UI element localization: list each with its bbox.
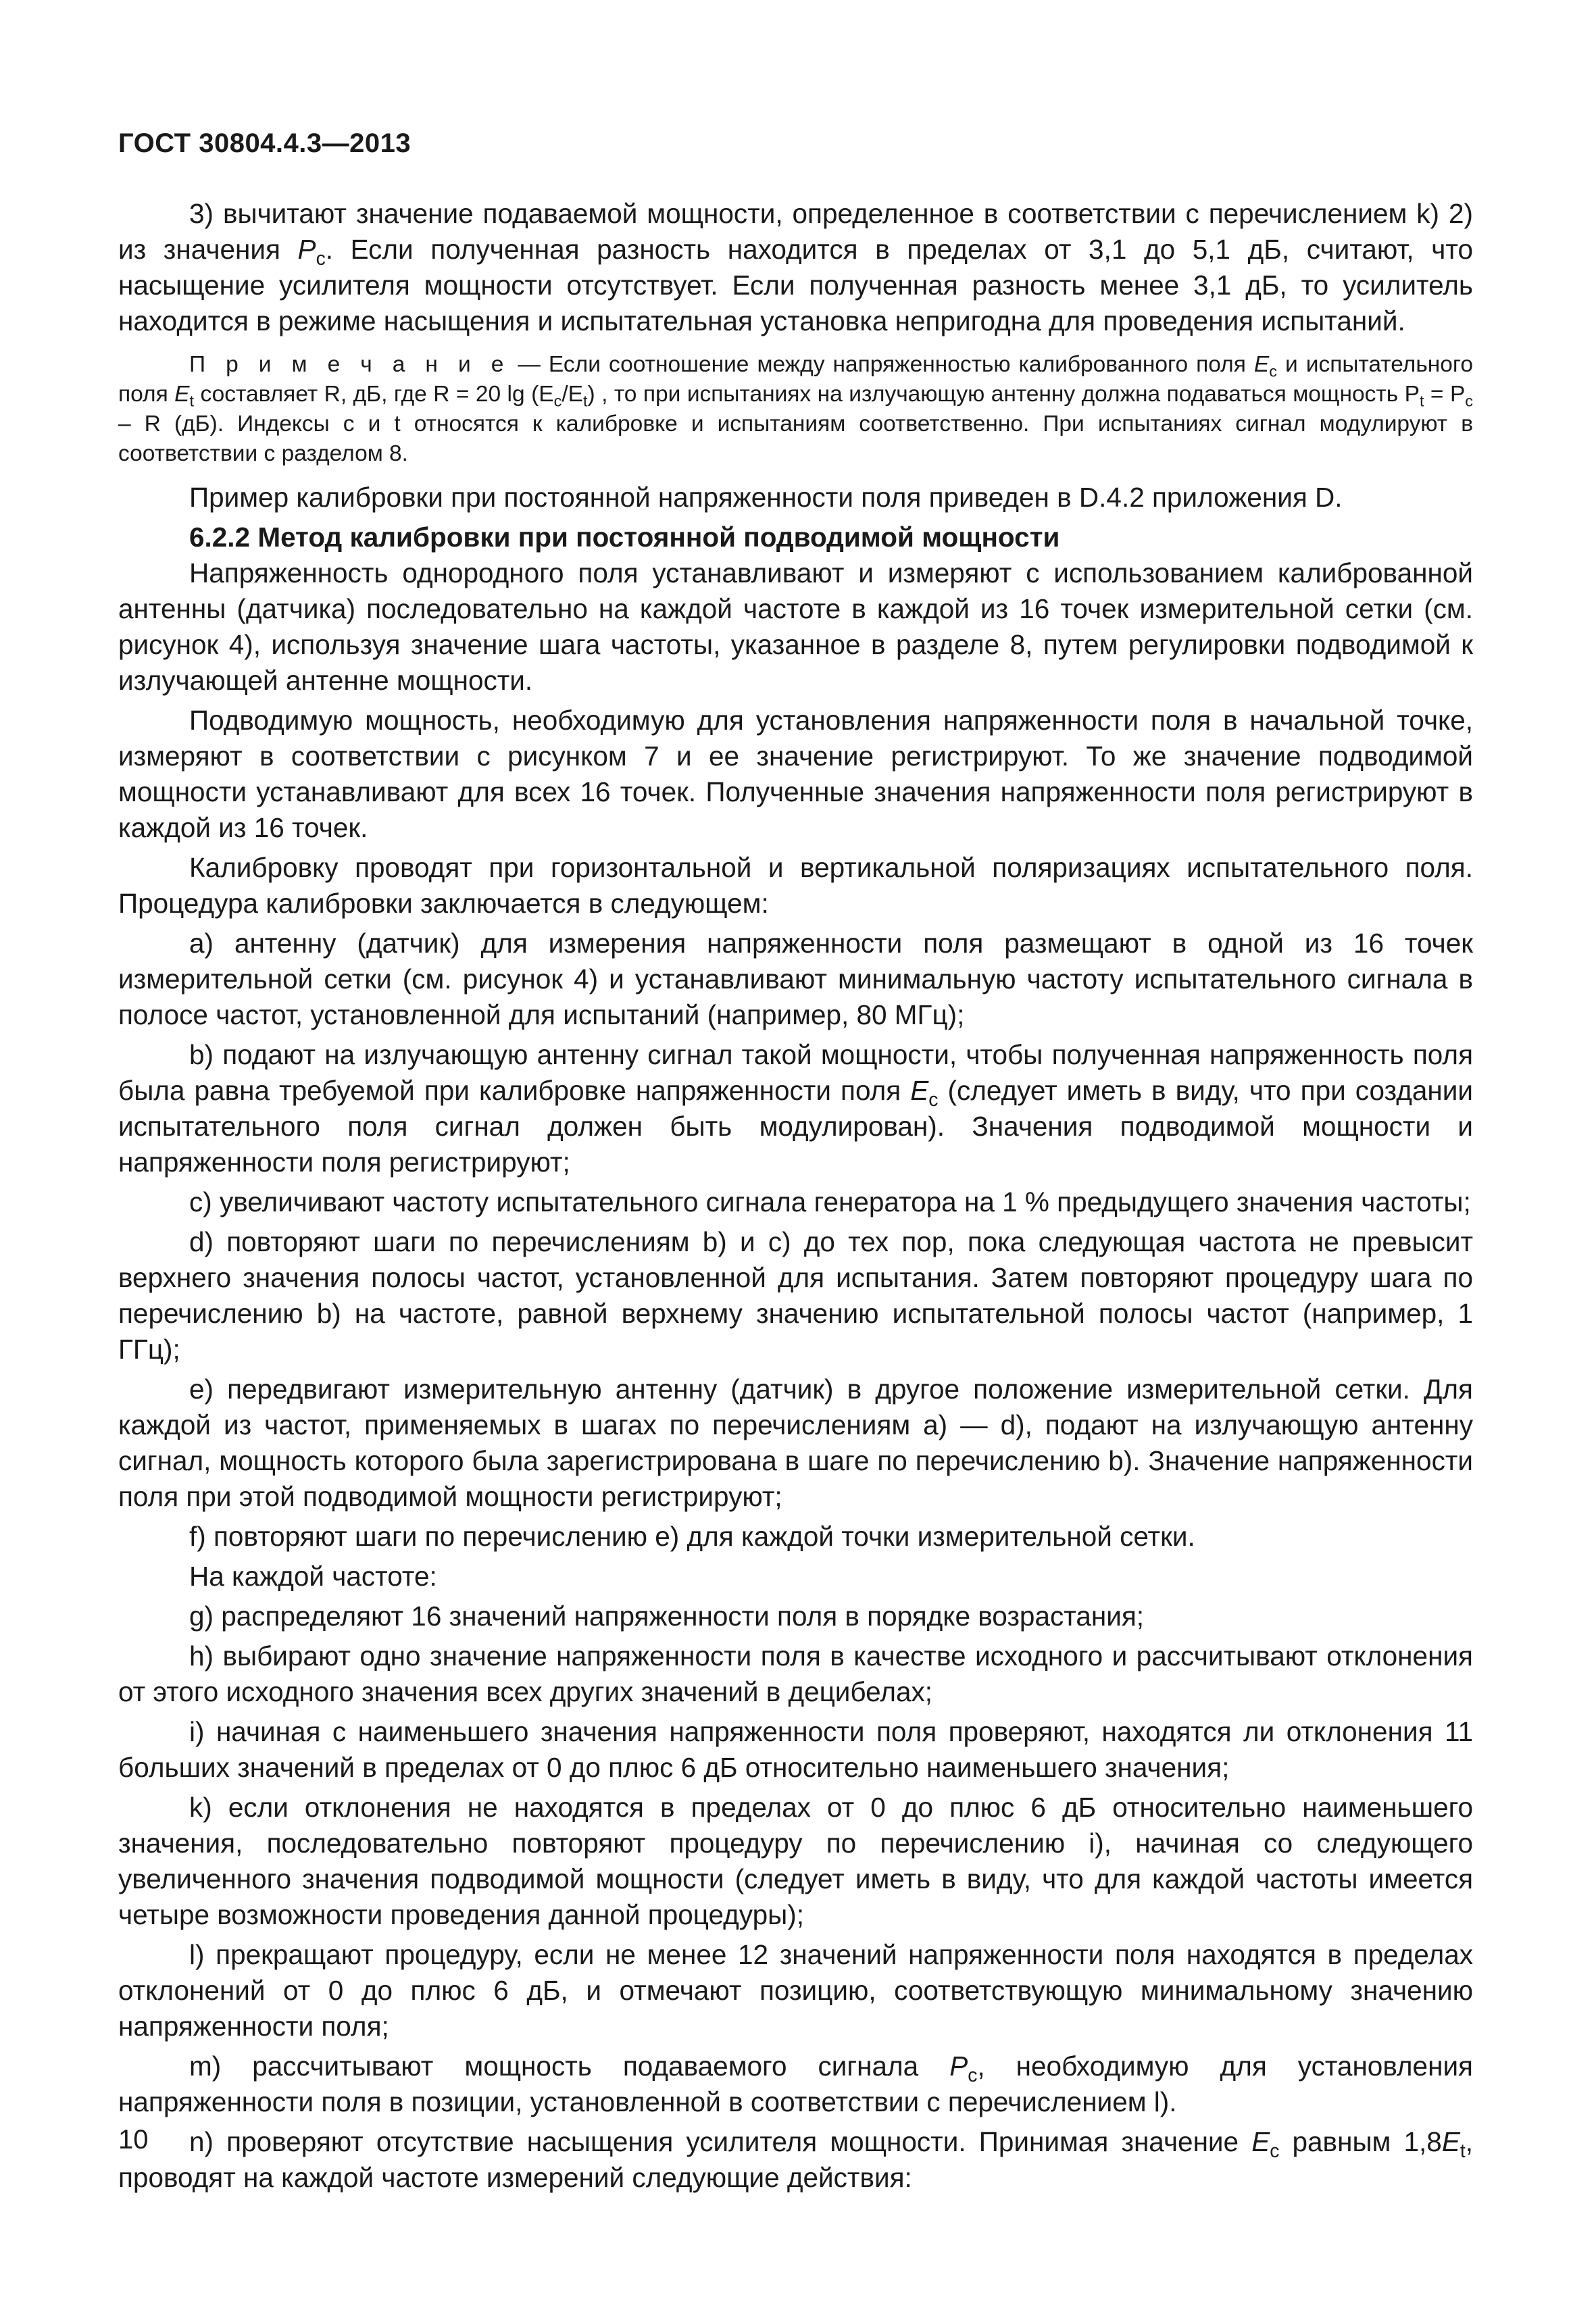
page-number: 10: [118, 2125, 149, 2155]
paragraph-polarization: Калибровку проводят при горизонтальной и вертикальной поляризациях испытательного поля. Процедура калибровки заключается в следующем:: [118, 852, 1473, 919]
note-text-5: ) , то при испытаниях на излучающую антенну должна подаваться мощность P: [587, 382, 1420, 407]
paragraph-subtraction: [118, 196, 1473, 339]
item-m-symbol: P: [949, 2051, 968, 2082]
note-text-7: – R (дБ). Индексы c и t относятся к калибровке и испытаниям соответственно. При испытаниях сигнал модулируют в соответствии с разделом 8.: [118, 411, 1473, 466]
note-sub-4: t: [582, 392, 588, 410]
document-header: ГОСТ 30804.4.3—2013: [118, 128, 412, 158]
list-item-g: g) распределяют 16 значений напряженности поля в порядке возрастания;: [189, 1601, 1145, 1632]
note-text-6: = P: [1424, 382, 1466, 407]
list-item-d: d) повторяют шаги по перечислениям b) и c) до тех пор, пока следующая частота не превысит верхнего значения полосы частот, установленной для испытания. Затем повторяют процедуру шага по перечислению b) на частоте, равной верхнему значению испытательной полосы частот (например, 1 ГГц);: [118, 1226, 1473, 1365]
item-n-text-c: , проводят на каждой частоте измерений следующие действия:: [118, 2126, 1473, 2193]
item-b-subscript: c: [928, 1089, 939, 1111]
note-sym-1: E: [1253, 352, 1270, 377]
item-n-symbol-2: E: [1441, 2126, 1460, 2157]
note-sub-5: t: [1419, 392, 1424, 410]
item-n-subscript: c: [1270, 2140, 1280, 2163]
list-item-i: i) начиная с наименьшего значения напряженности поля проверяют, находятся ли отклонения 11 больших значений в пределах от 0 до плюс 6 дБ относительно наименьшего значения;: [118, 1716, 1473, 1783]
p1-subscript: c: [316, 248, 326, 270]
list-item-c: c) увеличивают частоту испытательного сигнала генератора на 1 % предыдущего значения частоты;: [189, 1186, 1471, 1217]
note-sym-2: E: [174, 382, 190, 407]
list-item-m: [118, 2048, 1473, 2120]
p1-text-a: 3) вычитают значение подаваемой мощности, определенное в соответствии с перечислением k) 2) из значения: [118, 198, 1473, 265]
note-sub-2: t: [189, 392, 195, 410]
list-item-b: [118, 1037, 1473, 1180]
note-text-1: — Если соотношение между напряженностью калиброванного поля: [509, 352, 1254, 377]
note-sub-6: c: [1465, 392, 1474, 410]
item-b-symbol: E: [910, 1075, 929, 1106]
p1-text-b: . Если полученная разность находится в пределах от 3,1 до 5,1 дБ, считают, что насыщение усилителя мощности отсутствует. Если полученная разность менее 3,1 дБ, то усилитель находится в режиме насыщения и испытательная установка непригодна для проведения испытаний.: [118, 234, 1473, 336]
note-sub-3: c: [553, 392, 562, 410]
document-body: [118, 196, 1473, 2196]
note-text-2: и испытательного поля: [118, 352, 1474, 407]
list-item-k: k) если отклонения не находятся в пределах от 0 до плюс 6 дБ относительно наименьшего значения, последовательно повторяют процедуру по перечислению i), начиная со следующего увеличенного значения подводимой мощности (следует иметь в виду, что для каждой частоты имеется четыре возможности проведения данной процедуры);: [118, 1792, 1473, 1930]
item-m-text-b: , необходимую для установления напряженности поля в позиции, установленной в соответствии с перечислением l).: [118, 2051, 1473, 2117]
paragraph-intro: Напряженность однородного поля устанавливают и измеряют с использованием калиброванной антенны (датчика) последовательно на каждой частоте в каждой из 16 точек измерительной сетки (см. рисунок 4), используя значение шага частоты, указанное в разделе 8, путем регулировки подводимой к излучающей антенне мощности.: [118, 557, 1473, 696]
item-n-text-a: n) проверяют отсутствие насыщения усилителя мощности. Принимая значение: [189, 2126, 1252, 2157]
note-paragraph: [118, 350, 1473, 469]
list-item-n: [118, 2124, 1473, 2196]
item-m-text-a: m) рассчитывают мощность подаваемого сигнала: [189, 2051, 950, 2082]
item-b-text-a: b) подают на излучающую антенну сигнал такой мощности, чтобы полученная напряженность поля была равна требуемой при калибровке напряженности поля: [118, 1039, 1473, 1106]
list-item-f: f) повторяют шаги по перечислению e) для каждой точки измерительной сетки.: [189, 1521, 1195, 1552]
note-text-4: /E: [562, 382, 583, 407]
list-item-e: e) передвигают измерительную антенну (датчик) в другое положение измерительной сетки. Для каждой из частот, применяемых в шагах по перечислениям a) — d), подают на излучающую антенну сигнал, мощность которого была зарегистрирована в шаге по перечислению b). Значение напряженности поля при этой подводимой мощности регистрируют;: [118, 1374, 1473, 1512]
section-title: 6.2.2 Метод калибровки при постоянной подводимой мощности: [189, 522, 1060, 553]
paragraph-example: Пример калибровки при постоянной напряженности поля приведен в D.4.2 приложения D.: [189, 482, 1343, 513]
list-item-a: a) антенну (датчик) для измерения напряженности поля размещают в одной из 16 точек измерительной сетки (см. рисунок 4) и устанавливают минимальную частоту испытательного сигнала в полосе частот, установленной для испытаний (например, 80 МГц);: [118, 928, 1473, 1030]
at-each-frequency: На каждой частоте:: [189, 1561, 437, 1592]
item-m-subscript: c: [968, 2065, 978, 2087]
note-text-3: составляет R, дБ, где R = 20 lg (E: [194, 382, 554, 407]
item-n-subscript-2: t: [1460, 2140, 1466, 2163]
item-n-symbol: E: [1251, 2126, 1270, 2157]
list-item-l: l) прекращают процедуру, если не менее 12 значений напряженности поля находятся в пределах отклонений от 0 до плюс 6 дБ, и отмечают позицию, соответствующую минимальному значению напряженности поля;: [118, 1939, 1473, 2042]
item-n-text-b: равным 1,8: [1279, 2126, 1442, 2157]
p1-symbol: P: [297, 234, 316, 265]
note-label: П р и м е ч а н и е: [189, 352, 510, 377]
list-item-h: h) выбирают одно значение напряженности поля в качестве исходного и рассчитывают отклонения от этого исходного значения всех других значений в децибелах;: [118, 1640, 1473, 1707]
item-b-text-b: (следует иметь в виду, что при создании испытательного поля сигнал должен быть модулирован). Значения подводимой мощности и напряженности поля регистрируют;: [118, 1075, 1473, 1178]
paragraph-power: Подводимую мощность, необходимую для установления напряженности поля в начальной точке, измеряют в соответствии с рисунком 7 и ее значение регистрируют. То же значение подводимой мощности устанавливают для всех 16 точек. Полученные значения напряженности поля регистрируют в каждой из 16 точек.: [118, 705, 1473, 843]
note-sub-1: c: [1269, 362, 1277, 380]
